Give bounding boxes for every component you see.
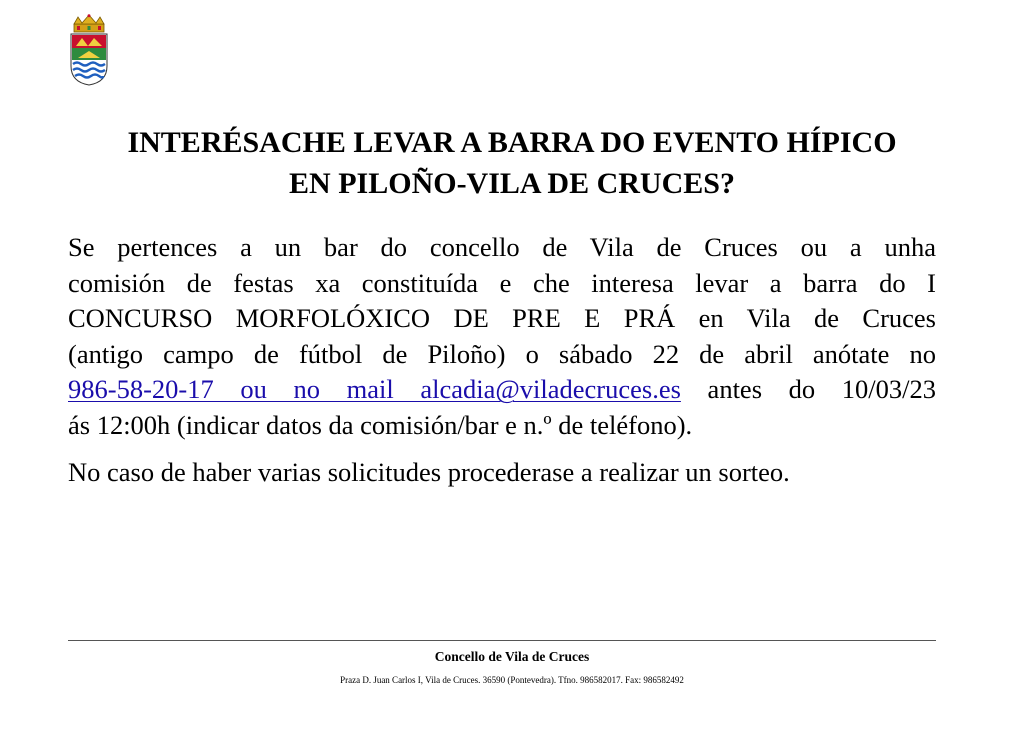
body-line-3: CONCURSO MORFOLÓXICO DE PRE E PRÁ en Vila de Cruces [68, 303, 936, 334]
body-line-4: (antigo campo de fútbol de Piloño) o sábado 22 de abril anótate no [68, 338, 936, 369]
body-line-5 [68, 372, 936, 408]
footer-divider [68, 640, 936, 641]
raffle-note: No caso de haber varias solicitudes procederase a realizar un sorteo. [68, 457, 790, 487]
body-line-1: Se pertences a un bar do concello de Vila de Cruces ou a unha [68, 232, 936, 262]
footer-address: Praza D. Juan Carlos I, Vila de Cruces. 36590 (Pontevedra). Tfno. 986582017. Fax: 986582492 [340, 675, 684, 685]
notice-title [40, 122, 984, 204]
body-line-2: comisión de festas xa constituída e che interesa levar a barra do I [68, 267, 936, 298]
title-line-2: EN PILOÑO-VILA DE CRUCES? [289, 167, 735, 200]
footer-org-name: Concello de Vila de Cruces [434, 649, 590, 664]
notice-body [68, 230, 936, 444]
contact-link[interactable]: 986-58-20-17 ou no mail alcadia@viladecruces.es [68, 374, 681, 405]
title-line-1: INTERÉSACHE LEVAR A BARRA DO EVENTO HÍPICO [127, 126, 897, 159]
body-line-6: ás 12:00h (indicar datos da comisión/bar e n.º de teléfono). [68, 409, 693, 440]
coat-of-arms-icon [68, 14, 110, 86]
deadline-text: antes do 10/03/23 [680, 374, 936, 405]
